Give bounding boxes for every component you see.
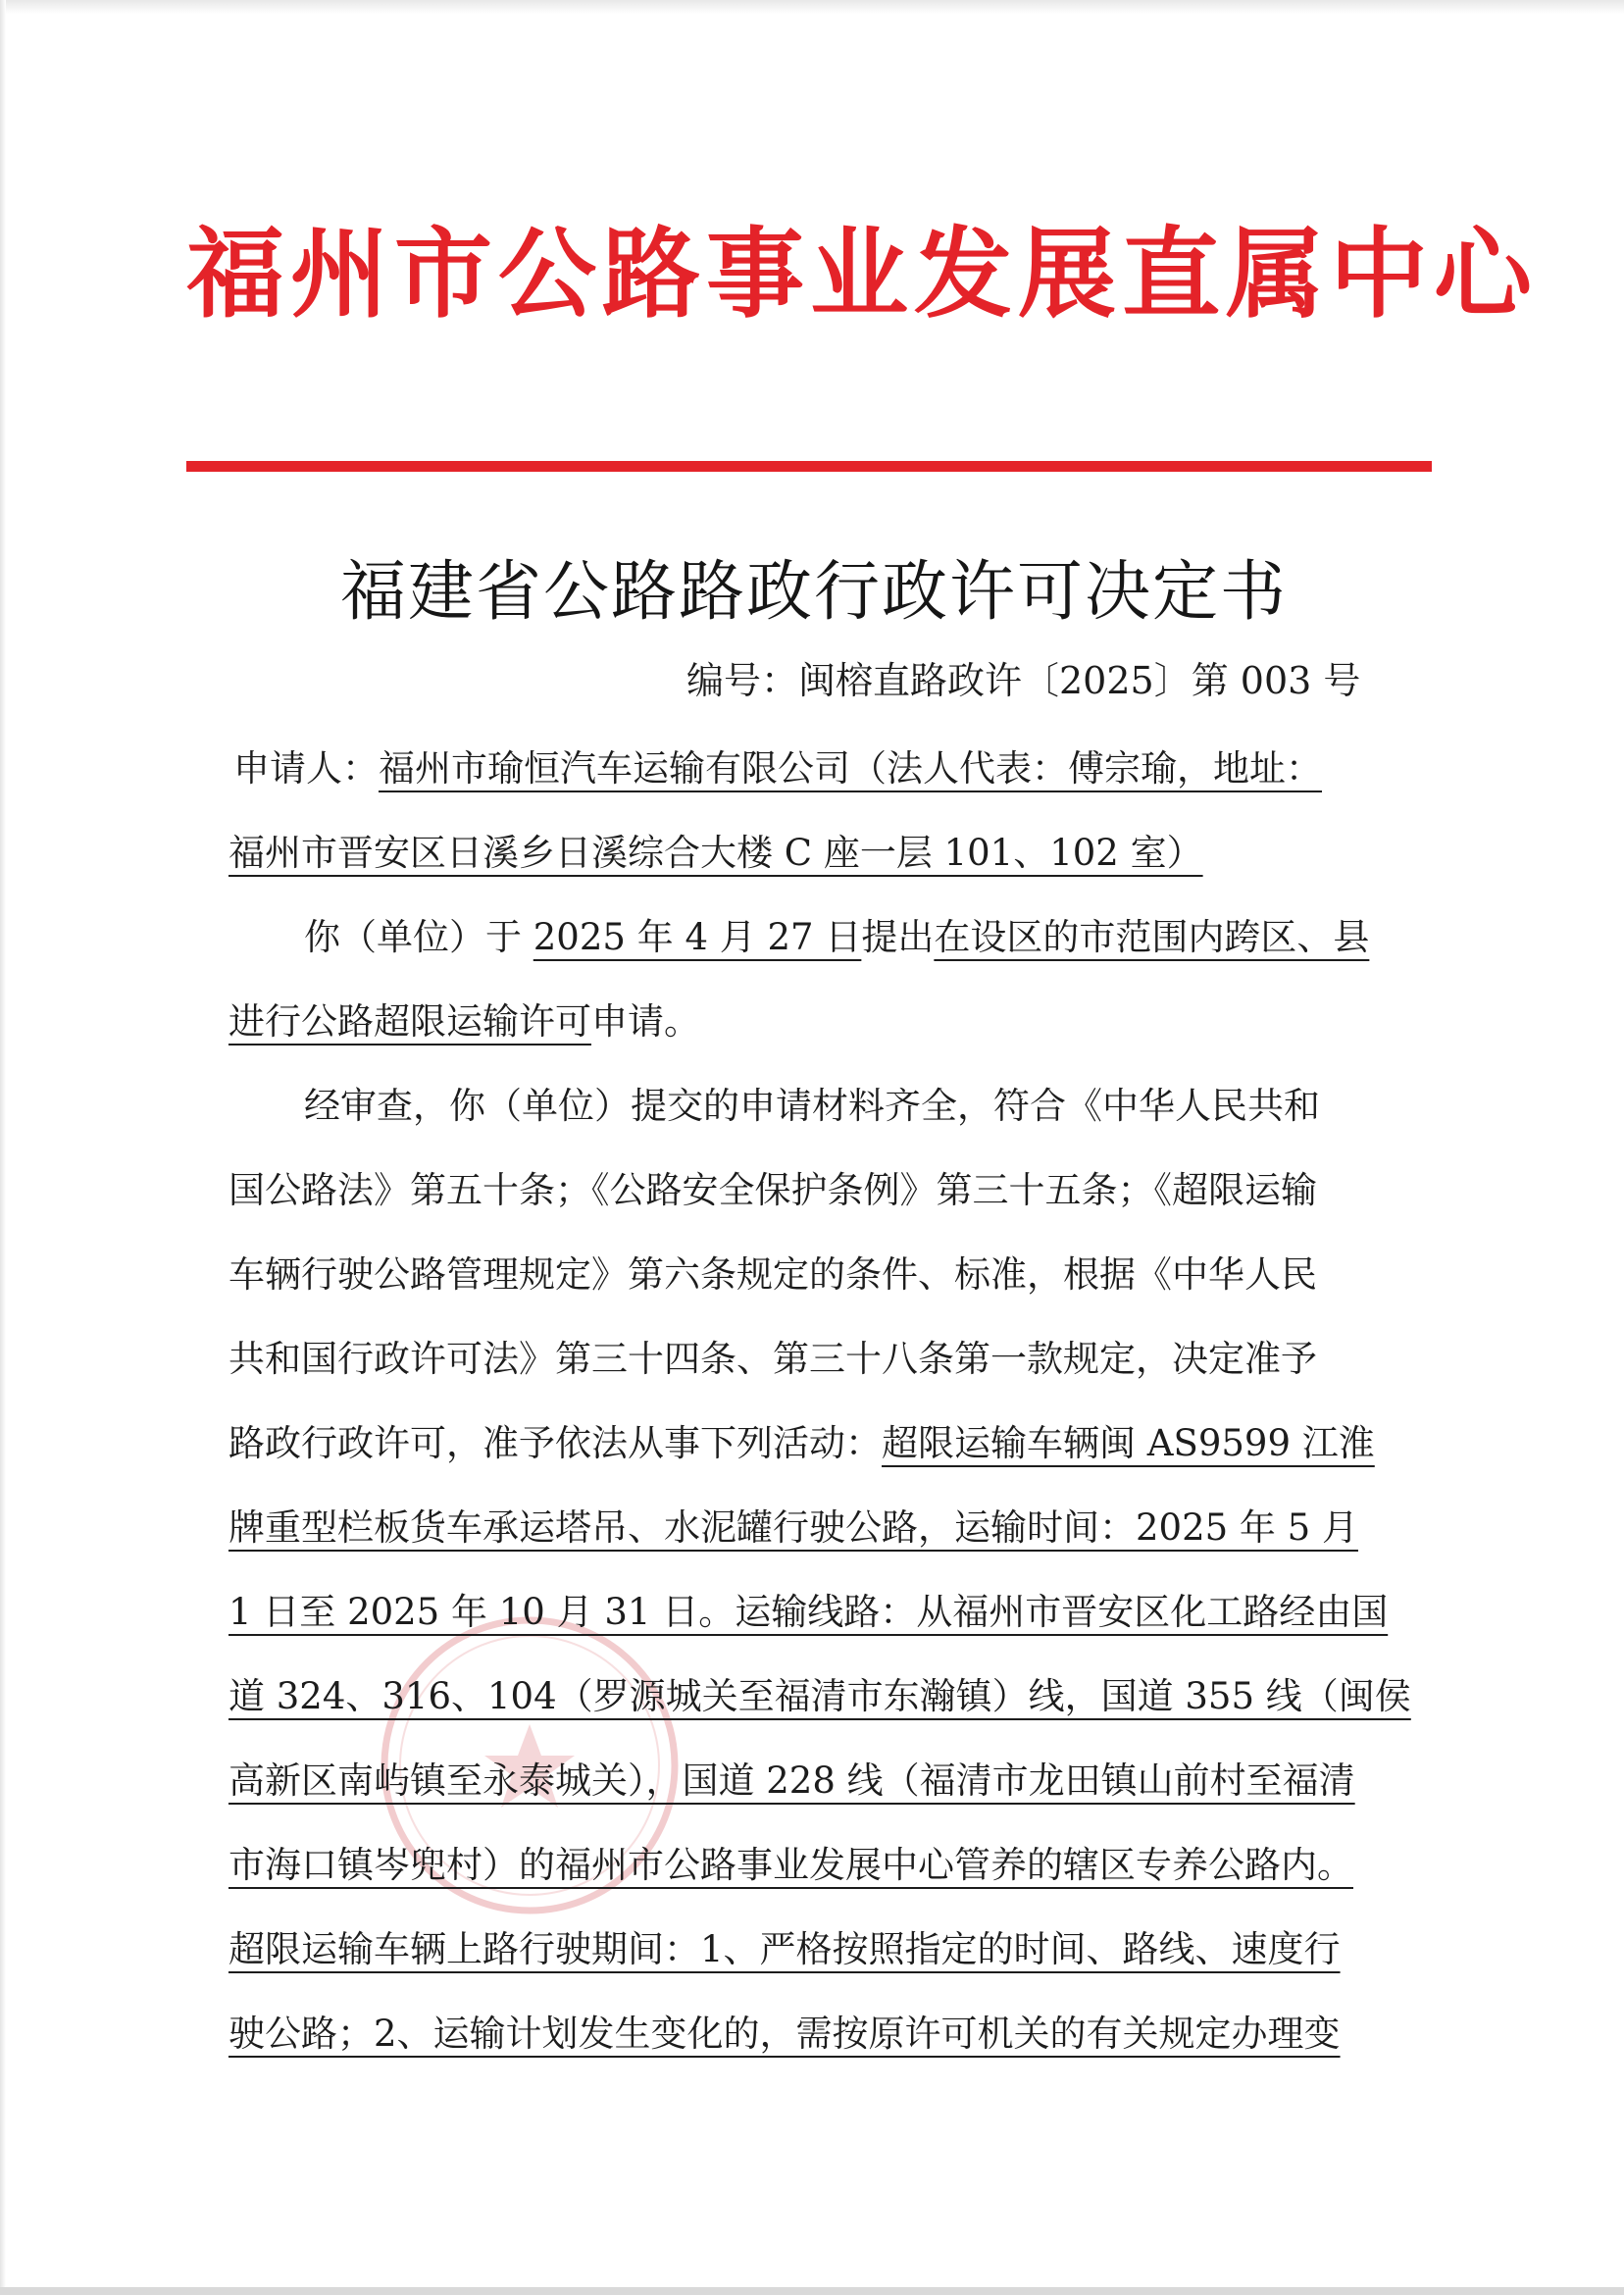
paragraph-2-line: 车辆行驶公路管理规定》第六条规定的条件、标准，根据《中华人民: [228, 1253, 1317, 1296]
document-title: 福建省公路路政行政许可决定书: [340, 553, 1288, 630]
paragraph-2-line: [228, 1655, 1411, 1739]
paragraph-2-line: 国公路法》第五十条；《公路安全保护条例》第三十五条；《超限运输: [228, 1169, 1317, 1211]
applicant-line-1: [233, 727, 1322, 811]
permitted-activity: 市海口镇岑兜村）的福州市公路事业发展中心管养的辖区专养公路内。: [228, 1844, 1353, 1886]
applicant-address: 福州市晋安区日溪乡日溪综合大楼 C 座一层 101、102 室）: [228, 832, 1203, 874]
paragraph-2-text: 路政行政许可，准予依法从事下列活动：: [228, 1422, 882, 1464]
application-date: 2025 年 4 月 27 日: [533, 916, 862, 958]
paragraph-2-line: [228, 1402, 1375, 1486]
permitted-activity: 驶公路；2、运输计划发生变化的，需按原许可机关的有关规定办理变: [228, 2013, 1341, 2055]
paragraph-1-line-1: [304, 895, 1369, 980]
applicant-line-2: [228, 811, 1203, 895]
document-number: 编号：闽榕直路政许〔2025〕第 003 号: [686, 659, 1361, 702]
permitted-activity: 道 324、316、104（罗源城关至福清市东瀚镇）线，国道 355 线（闽侯: [228, 1675, 1411, 1717]
permitted-activity: 高新区南屿镇至永泰城关），国道 228 线（福清市龙田镇山前村至福清: [228, 1760, 1355, 1802]
letterhead-org-name: 福州市公路事业发展直属中心: [186, 217, 1538, 332]
paragraph-1-text: 你（单位）于: [304, 916, 533, 958]
permitted-activity: 超限运输车辆闽 AS9599 江淮: [882, 1422, 1375, 1464]
paragraph-2-line: 共和国行政许可法》第三十四条、第三十八条第一款规定，决定准予: [228, 1338, 1317, 1380]
paragraph-2-line: [228, 1739, 1355, 1823]
paragraph-1-text: 申请。: [591, 1000, 700, 1043]
paragraph-2-line: [228, 1570, 1388, 1655]
paragraph-2-line: [228, 1486, 1358, 1570]
permitted-activity: 牌重型栏板货车承运塔吊、水泥罐行驶公路，运输时间：2025 年 5 月: [228, 1506, 1358, 1549]
letterhead-red-rule: [186, 461, 1432, 472]
paragraph-1-text: 提出: [861, 916, 935, 958]
paragraph-2-line: [228, 1823, 1353, 1908]
scan-edge-bottom: [0, 2287, 1624, 2295]
application-scope: 在设区的市范围内跨区、县: [934, 916, 1370, 958]
permitted-activity: 1 日至 2025 年 10 月 31 日。运输线路：从福州市晋安区化工路经由国: [228, 1591, 1389, 1633]
paragraph-2-line: [228, 1908, 1341, 1992]
paragraph-2-line: [228, 1992, 1341, 2076]
applicant-label: 申请人：: [233, 747, 379, 790]
paragraph-2-line: 经审查，你（单位）提交的申请材料齐全，符合《中华人民共和: [304, 1085, 1320, 1127]
applicant-name-address: 福州市瑜恒汽车运输有限公司（法人代表：傅宗瑜，地址：: [379, 747, 1322, 790]
scan-edge-left: [0, 0, 6, 2295]
application-scope: 进行公路超限运输许可: [228, 1000, 591, 1043]
scan-edge-top: [0, 0, 1624, 14]
permitted-activity: 超限运输车辆上路行驶期间：1、严格按照指定的时间、路线、速度行: [228, 1928, 1341, 1970]
paragraph-1-line-2: [228, 980, 700, 1064]
